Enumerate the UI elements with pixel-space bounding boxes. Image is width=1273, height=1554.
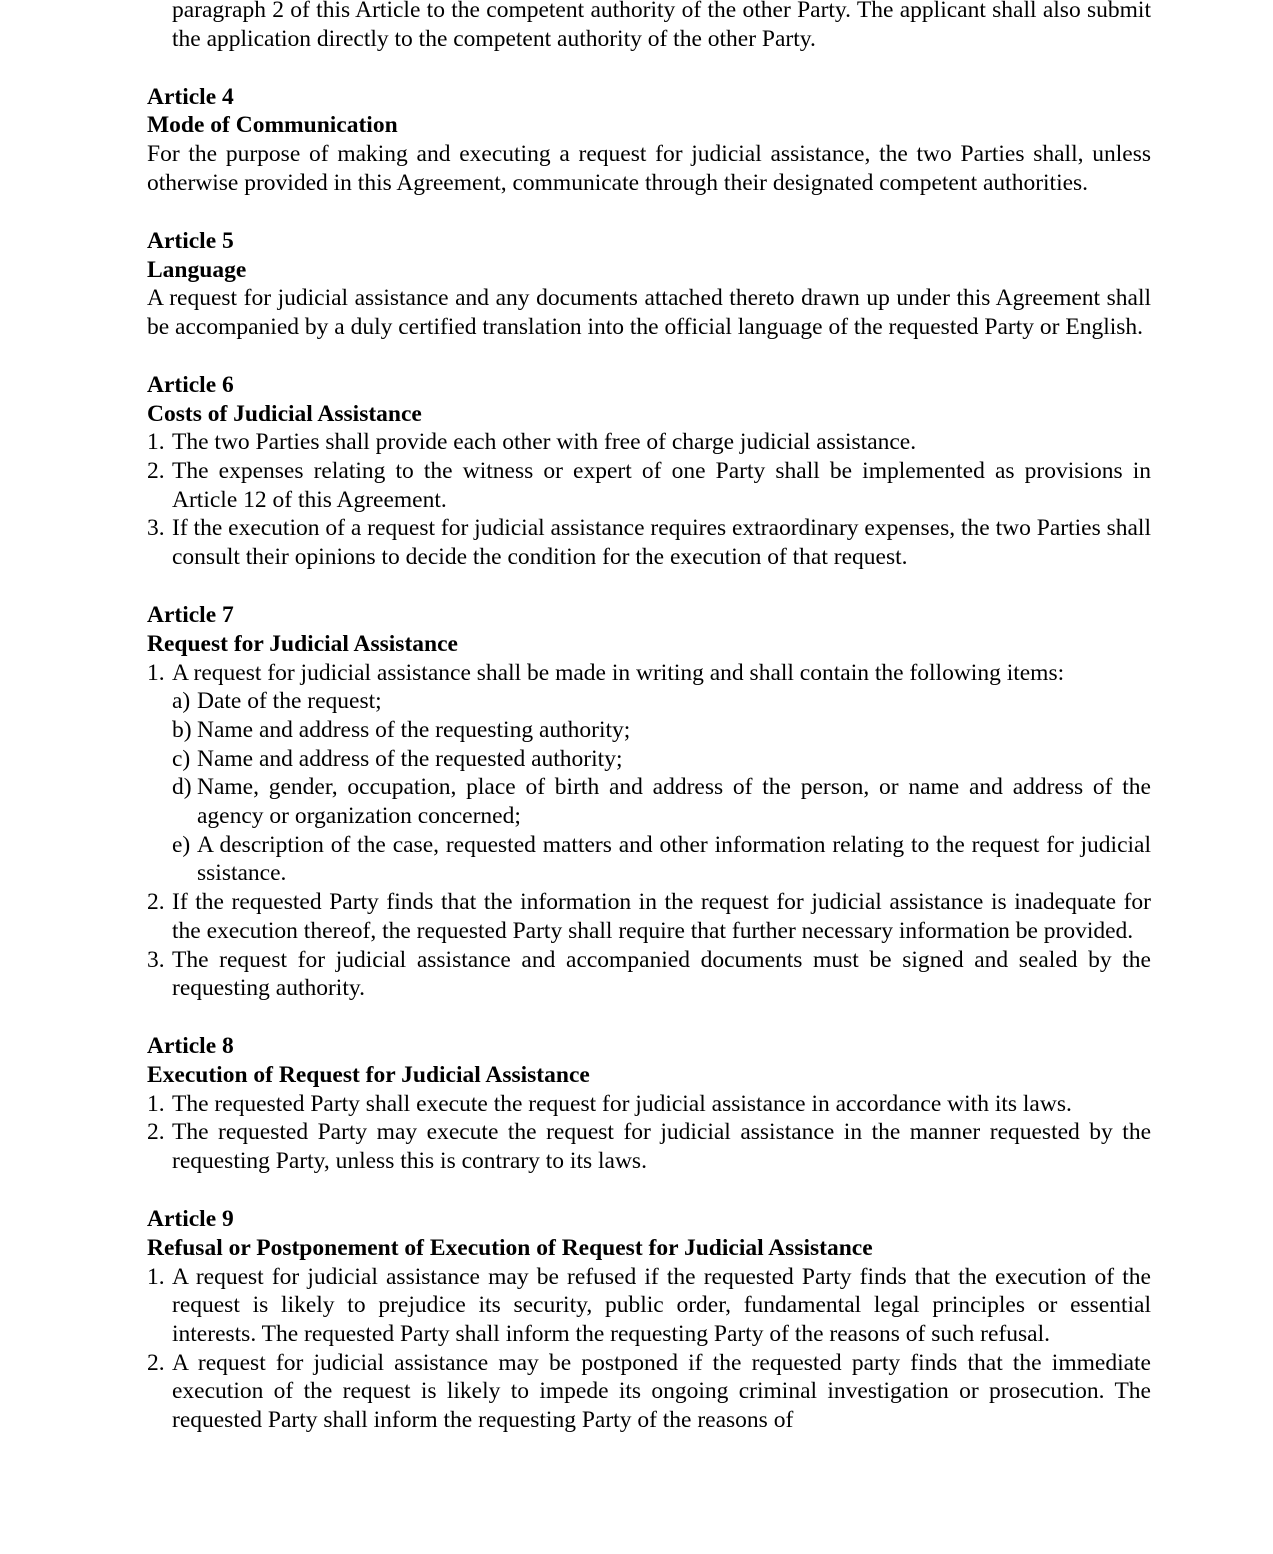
item-text: A request for judicial assistance shall be made in writing and shall contain the following items: (172, 659, 1065, 686)
sub-item-text: Name, gender, occupation, place of birth and address of the person, or name and address of the agency or organization concerned; (197, 774, 1151, 830)
article-4 (147, 83, 1151, 198)
list-item (147, 514, 1151, 571)
sub-item-letter: b) (172, 716, 192, 743)
item-text: A request for judicial assistance may be postponed if the requested party finds that the immediate execution of the request is likely to impede its ongoing criminal investigation or prosecution. The requested Party shall inform the requesting Party of the reasons of (172, 1349, 1151, 1434)
article-number: Article 7 (147, 602, 234, 629)
list-item (147, 457, 1151, 514)
article-title: Language (147, 256, 247, 283)
spacer (147, 342, 1151, 371)
spacer (147, 53, 1151, 82)
sub-item-letter: a) (172, 688, 191, 715)
sub-list-item (147, 687, 1151, 716)
spacer (147, 198, 1151, 227)
sub-item-text: Date of the request; (197, 688, 382, 715)
item-text: The two Parties shall provide each other with free of charge judicial assistance. (172, 429, 917, 456)
item-number: 1. (147, 659, 165, 686)
list-item (147, 1090, 1151, 1119)
list-item (147, 659, 1151, 688)
item-number: 2. (147, 1349, 165, 1376)
article-body: A request for judicial assistance and any documents attached thereto drawn up under this Agreement shall be accompanied by a duly certified translation into the official language of the requested Party or English. (147, 285, 1151, 340)
article-5 (147, 227, 1151, 342)
item-number: 3. (147, 946, 165, 973)
sub-list-item (147, 773, 1151, 830)
article-8 (147, 1032, 1151, 1176)
list-item (147, 946, 1151, 1003)
article-number: Article 4 (147, 83, 234, 110)
item-number: 2. (147, 1119, 165, 1146)
item-text: The request for judicial assistance and accompanied documents must be signed and sealed by the requesting authority. (172, 946, 1151, 1002)
sub-list-item (147, 831, 1151, 888)
item-number: 2. (147, 889, 165, 916)
item-text: If the execution of a request for judicial assistance requires extraordinary expenses, the two Parties shall consult their opinions to decide the condition for the execution of that request. (172, 515, 1151, 571)
item-text: The expenses relating to the witness or expert of one Party shall be implemented as provisions in Article 12 of this Agreement. (172, 458, 1151, 513)
item-text: The requested Party may execute the request for judicial assistance in the manner requested by the requesting Party, unless this is contrary to its laws. (172, 1119, 1151, 1175)
sub-item-letter: d) (172, 774, 192, 801)
item-number: 2. (147, 458, 165, 485)
item-number: 1. (147, 429, 165, 456)
item-text: The requested Party shall execute the request for judicial assistance in accordance with its laws. (172, 1090, 1072, 1117)
article-title: Refusal or Postponement of Execution of Request for Judicial Assistance (147, 1234, 873, 1261)
spacer (147, 1176, 1151, 1205)
item-number: 1. (147, 1263, 165, 1290)
sub-list-item (147, 716, 1151, 745)
sub-item-text: Name and address of the requested authority; (197, 745, 623, 772)
list-item (147, 888, 1151, 945)
list-item (147, 428, 1151, 457)
list-item (147, 1118, 1151, 1175)
article-title: Mode of Communication (147, 112, 398, 139)
article-9 (147, 1205, 1151, 1435)
spacer (147, 1003, 1151, 1032)
item-text: A request for judicial assistance may be refused if the requested Party finds that the execution of the request is likely to prejudice its security, public order, fundamental legal principles or essential interests. The requested Party shall inform the requesting Party of the reasons of such refusal. (172, 1263, 1151, 1347)
sub-item-letter: e) (172, 831, 191, 858)
article-title: Execution of Request for Judicial Assistance (147, 1061, 590, 1088)
article-title: Request for Judicial Assistance (147, 630, 458, 657)
article-number: Article 5 (147, 227, 234, 254)
list-item (147, 1263, 1151, 1349)
article-7 (147, 601, 1151, 1003)
article-number: Article 9 (147, 1206, 234, 1233)
article-body: For the purpose of making and executing a request for judicial assistance, the two Parties shall, unless otherwise provided in this Agreement, communicate through their designated competent authorities. (147, 141, 1151, 196)
article-number: Article 8 (147, 1033, 234, 1060)
sub-item-text: Name and address of the requesting authority; (197, 716, 631, 743)
article-number: Article 6 (147, 371, 234, 398)
item-number: 1. (147, 1090, 165, 1117)
spacer (147, 572, 1151, 601)
item-number: 3. (147, 515, 165, 542)
intro-paragraph: paragraph 2 of this Article to the competent authority of the other Party. The applicant shall also submit the application directly to the competent authority of the other Party. (172, 0, 1151, 52)
sub-list-item (147, 745, 1151, 774)
list-item (147, 1349, 1151, 1435)
sub-item-text: A description of the case, requested matters and other information relating to the request for judicial ssistance. (197, 831, 1151, 887)
item-text: If the requested Party finds that the information in the request for judicial assistance is inadequate for the execution thereof, the requested Party shall require that further necessary information be provided. (172, 889, 1151, 944)
article-title: Costs of Judicial Assistance (147, 400, 422, 427)
article-6 (147, 371, 1151, 572)
sub-item-letter: c) (172, 745, 191, 772)
document-page (147, 0, 1151, 1435)
